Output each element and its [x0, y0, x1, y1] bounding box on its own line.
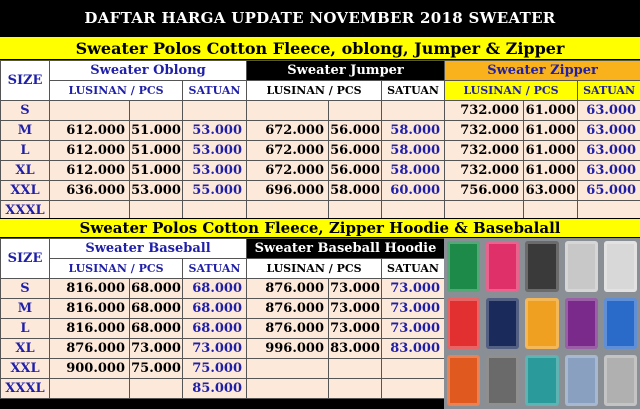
table-row	[1, 359, 445, 379]
sweater-image	[604, 355, 637, 406]
price-cell: 816.000	[50, 279, 130, 299]
sweater-image	[447, 298, 480, 349]
size-cell: M	[1, 299, 50, 319]
size-cell: XL	[1, 161, 50, 181]
price-cell: 85.000	[183, 379, 247, 399]
price-cell	[382, 379, 445, 399]
price-cell: 58.000	[329, 181, 382, 201]
price-cell: 73.000	[329, 299, 382, 319]
sweater-image	[486, 298, 519, 349]
size-cell: XXL	[1, 359, 50, 379]
price-cell	[329, 379, 382, 399]
price-cell: 876.000	[247, 299, 329, 319]
price-cell	[382, 359, 445, 379]
price-cell: 612.000	[50, 121, 130, 141]
price-cell: 73.000	[329, 319, 382, 339]
size-cell: S	[1, 101, 50, 121]
price-cell: 73.000	[382, 299, 445, 319]
price-cell: 61.000	[524, 161, 578, 181]
sweater-image	[525, 355, 558, 406]
price-cell: 756.000	[445, 181, 524, 201]
price-cell: 58.000	[382, 141, 445, 161]
sweater-image	[565, 355, 598, 406]
price-cell: 636.000	[50, 181, 130, 201]
price-cell: 696.000	[247, 181, 329, 201]
sub-satuan: SATUAN	[183, 81, 247, 101]
price-cell: 672.000	[247, 121, 329, 141]
price-cell	[329, 359, 382, 379]
price-cell: 61.000	[524, 141, 578, 161]
price-cell: 876.000	[247, 319, 329, 339]
size-cell: L	[1, 319, 50, 339]
sweater-image	[486, 355, 519, 406]
size-cell: XXXL	[1, 201, 50, 221]
sweater-image	[565, 241, 598, 292]
sweater-image	[525, 241, 558, 292]
product-photo	[444, 238, 640, 409]
price-cell: 73.000	[183, 339, 247, 359]
price-cell: 73.000	[329, 279, 382, 299]
table-row	[1, 121, 640, 141]
group-sweater-jumper: Sweater Jumper	[247, 61, 445, 81]
size-cell: XXXL	[1, 379, 50, 399]
price-cell	[329, 101, 382, 121]
price-cell	[130, 101, 183, 121]
price-cell: 60.000	[382, 181, 445, 201]
price-cell: 68.000	[183, 319, 247, 339]
price-cell: 73.000	[382, 319, 445, 339]
table-row	[1, 339, 445, 359]
price-cell: 51.000	[130, 161, 183, 181]
sub-lusinan: LUSINAN / PCS	[50, 81, 183, 101]
sub-lusinan: LUSINAN / PCS	[445, 81, 578, 101]
price-cell: 816.000	[50, 319, 130, 339]
price-cell: 51.000	[130, 141, 183, 161]
price-cell: 63.000	[578, 161, 640, 181]
sub-satuan: SATUAN	[183, 259, 247, 279]
sweater-image	[525, 298, 558, 349]
table-row	[1, 161, 640, 181]
price-cell: 732.000	[445, 141, 524, 161]
sweater-image	[447, 355, 480, 406]
price-cell: 51.000	[130, 121, 183, 141]
section2-price-table	[0, 238, 445, 399]
price-cell: 53.000	[183, 161, 247, 181]
price-cell: 996.000	[247, 339, 329, 359]
price-cell	[382, 101, 445, 121]
price-cell: 53.000	[183, 121, 247, 141]
price-cell: 68.000	[130, 299, 183, 319]
group-sweater-baseball-hoodie: Sweater Baseball Hoodie	[247, 239, 445, 259]
size-header: SIZE	[1, 61, 50, 101]
price-cell: 68.000	[130, 319, 183, 339]
price-cell: 876.000	[247, 279, 329, 299]
price-cell: 83.000	[329, 339, 382, 359]
table-row	[1, 101, 640, 121]
price-cell: 612.000	[50, 141, 130, 161]
price-cell: 732.000	[445, 161, 524, 181]
price-cell: 672.000	[247, 161, 329, 181]
price-cell: 672.000	[247, 141, 329, 161]
price-cell: 58.000	[382, 161, 445, 181]
table-row	[1, 181, 640, 201]
price-cell	[247, 101, 329, 121]
price-cell: 65.000	[578, 181, 640, 201]
size-cell: S	[1, 279, 50, 299]
price-cell: 876.000	[50, 339, 130, 359]
sweater-image	[565, 298, 598, 349]
price-cell	[247, 379, 329, 399]
price-cell: 73.000	[382, 279, 445, 299]
price-cell: 56.000	[329, 161, 382, 181]
price-cell: 732.000	[445, 121, 524, 141]
section2-heading: Sweater Polos Cotton Fleece, Zipper Hoodie & Basebalall	[0, 218, 640, 238]
sub-satuan: SATUAN	[382, 259, 445, 279]
price-cell	[183, 101, 247, 121]
price-cell: 68.000	[130, 279, 183, 299]
table-row	[1, 319, 445, 339]
page-title: DAFTAR HARGA UPDATE NOVEMBER 2018 SWEATER	[84, 9, 556, 27]
table-row	[1, 299, 445, 319]
sub-lusinan: LUSINAN / PCS	[247, 259, 382, 279]
sweater-image	[604, 298, 637, 349]
size-cell: XL	[1, 339, 50, 359]
price-cell: 83.000	[382, 339, 445, 359]
price-cell: 55.000	[183, 181, 247, 201]
section1-heading: Sweater Polos Cotton Fleece, oblong, Jumper & Zipper	[0, 36, 640, 60]
price-cell: 61.000	[524, 101, 578, 121]
price-cell: 75.000	[183, 359, 247, 379]
sweater-image	[447, 241, 480, 292]
sweater-image	[604, 241, 637, 292]
price-cell	[50, 379, 130, 399]
sub-lusinan: LUSINAN / PCS	[50, 259, 183, 279]
price-cell: 63.000	[578, 121, 640, 141]
table-row	[1, 279, 445, 299]
size-cell: L	[1, 141, 50, 161]
price-cell: 68.000	[183, 279, 247, 299]
price-cell: 63.000	[524, 181, 578, 201]
price-cell: 63.000	[578, 101, 640, 121]
group-sweater-zipper: Sweater Zipper	[445, 61, 640, 81]
price-cell: 816.000	[50, 299, 130, 319]
section1-price-table	[0, 60, 640, 221]
price-cell: 68.000	[183, 299, 247, 319]
price-cell: 53.000	[183, 141, 247, 161]
price-cell: 56.000	[329, 141, 382, 161]
size-cell: M	[1, 121, 50, 141]
price-cell: 61.000	[524, 121, 578, 141]
group-sweater-oblong: Sweater Oblong	[50, 61, 247, 81]
size-cell: XXL	[1, 181, 50, 201]
sub-satuan: SATUAN	[382, 81, 445, 101]
table-row	[1, 379, 445, 399]
sweater-image	[486, 241, 519, 292]
group-sweater-baseball: Sweater Baseball	[50, 239, 247, 259]
sub-satuan: SATUAN	[578, 81, 640, 101]
price-cell: 75.000	[130, 359, 183, 379]
price-cell	[130, 379, 183, 399]
sub-lusinan: LUSINAN / PCS	[247, 81, 382, 101]
table-row	[1, 141, 640, 161]
price-cell: 612.000	[50, 161, 130, 181]
price-cell: 73.000	[130, 339, 183, 359]
price-cell: 53.000	[130, 181, 183, 201]
size-header: SIZE	[1, 239, 50, 279]
price-cell	[247, 359, 329, 379]
price-cell: 900.000	[50, 359, 130, 379]
price-cell	[50, 101, 130, 121]
price-cell: 732.000	[445, 101, 524, 121]
price-cell: 56.000	[329, 121, 382, 141]
price-cell: 63.000	[578, 141, 640, 161]
price-cell: 58.000	[382, 121, 445, 141]
